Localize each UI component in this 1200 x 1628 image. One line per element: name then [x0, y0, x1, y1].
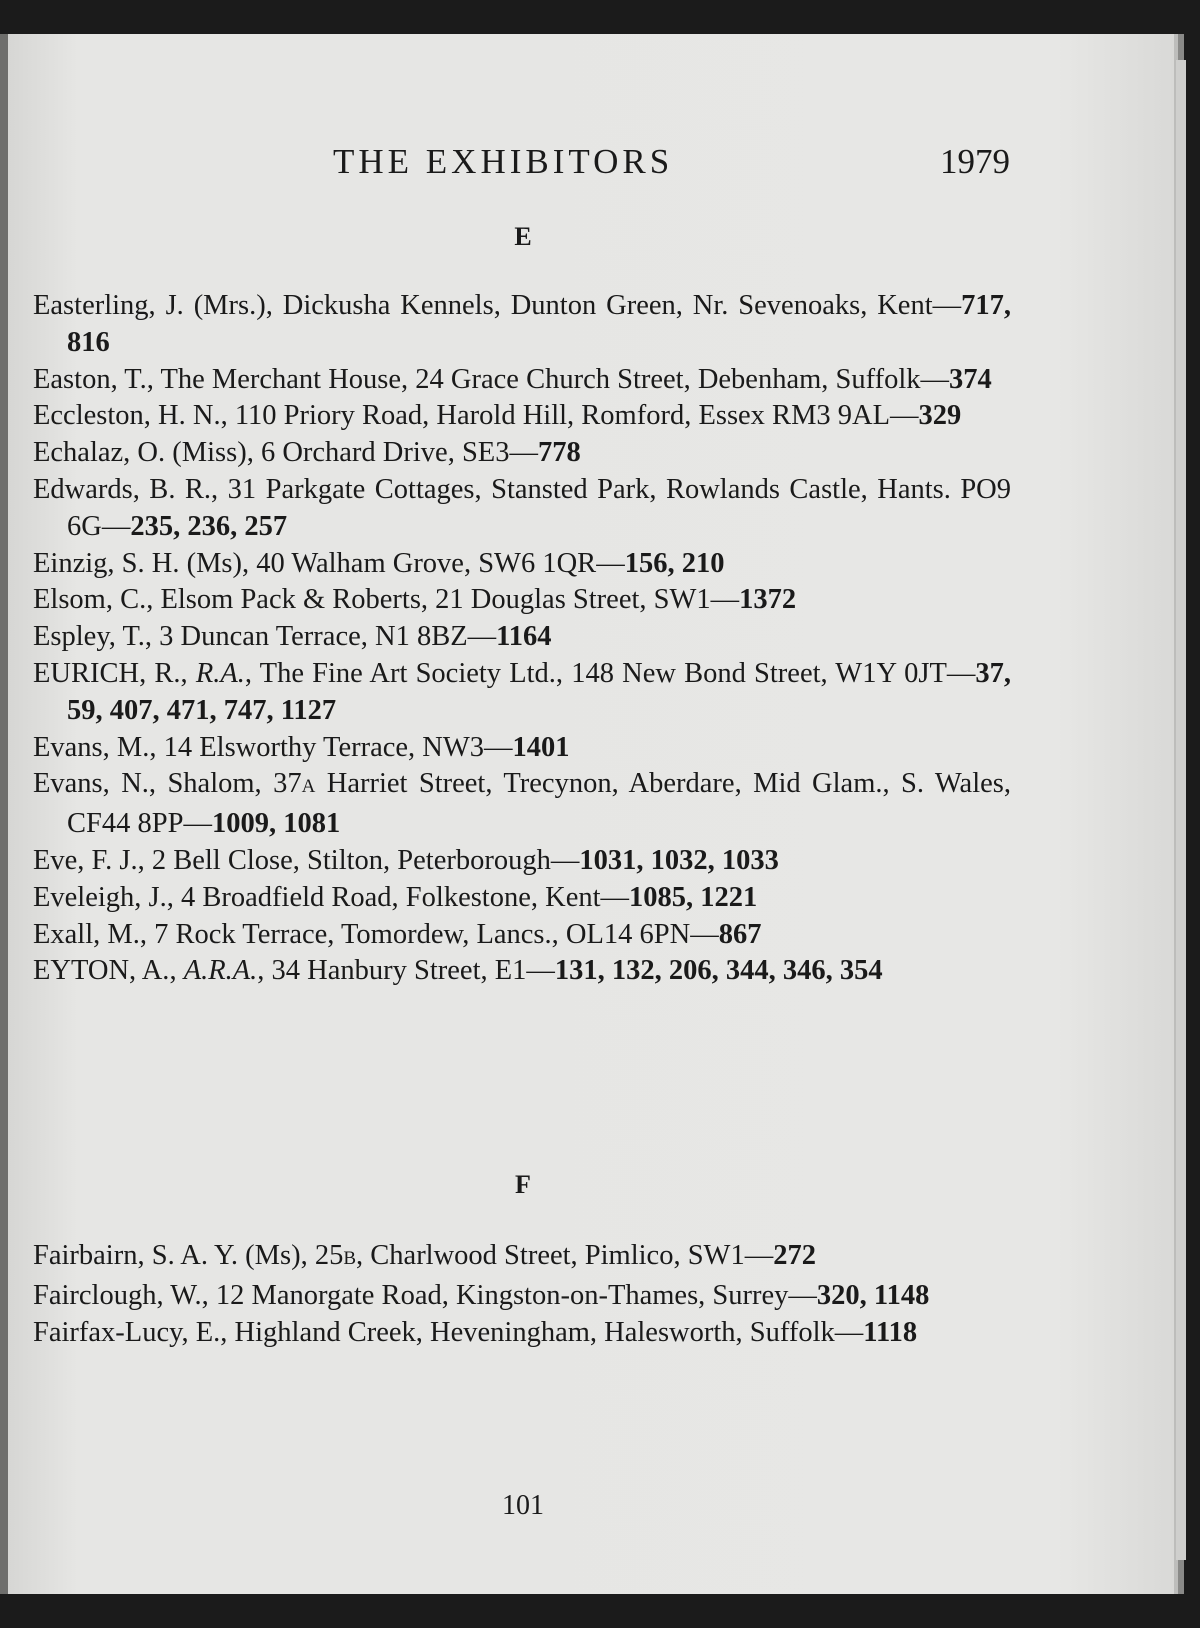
exhibitor-address: , The Fine Art Society Ltd., 148 New Bond Street, W1Y 0JT [244, 657, 947, 689]
exhibitor-entry: Echalaz, O. (Miss), 6 Orchard Drive, SE3—778 [33, 437, 581, 469]
exhibit-numbers: 235, 236, 257 [130, 510, 288, 542]
exhibitor-address: , 7 Rock Terrace, Tomordew, Lancs., OL14 6PN [139, 918, 691, 950]
exhibitor-entry: Evans, N., Shalom, 37A Harriet Street, Trecynon, Aberdare, Mid Glam., S. Wales, CF44 8PP—1009, 1081 [33, 768, 1011, 840]
page-title: THE EXHIBITORS [333, 142, 674, 181]
entry-list-f [33, 1238, 1011, 1351]
exhibitor-name: EURICH, R. [33, 657, 181, 689]
running-head [0, 142, 1200, 186]
exhibitor-name: Edwards, B. R. [33, 473, 212, 505]
exhibitor-entry: Fairfax-Lucy, E., Highland Creek, Heveningham, Halesworth, Suffolk—1118 [33, 1316, 918, 1348]
exhibitor-address: , Charlwood Street, Pimlico, SW1 [356, 1240, 745, 1271]
exhibitor-entry: Eveleigh, J., 4 Broadfield Road, Folkestone, Kent—1085, 1221 [33, 881, 758, 913]
exhibitor-address-part: , Shalom, 37 [148, 768, 302, 800]
exhibit-numbers: 1401 [512, 731, 570, 763]
exhibitor-entry: Fairbairn, S. A. Y. (Ms), 25B, Charlwood Street, Pimlico, SW1—272 [33, 1240, 816, 1271]
exhibit-numbers: 374 [949, 363, 992, 395]
exhibitor-address: , Dickusha Kennels, Dunton Green, Nr. Sevenoaks, Kent [265, 290, 933, 321]
exhibit-numbers: 1164 [496, 621, 552, 653]
exhibitor-entry: EURICH, R., R.A., The Fine Art Society Ltd., 148 New Bond Street, W1Y 0JT—37, 59, 407, 471, 747, 1127 [33, 657, 1012, 726]
exhibitor-name: Exall, M. [33, 918, 140, 950]
exhibitor-entry: Easton, T., The Merchant House, 24 Grace Church Street, Debenham, Suffolk—374 [33, 363, 992, 395]
exhibit-numbers: 1372 [739, 584, 797, 616]
exhibitor-address: , 34 Hanbury Street, E1 [257, 955, 527, 987]
exhibitor-name: Eve, F. J. [33, 844, 138, 876]
exhibit-numbers: 778 [537, 437, 581, 469]
exhibitor-name: Echalaz, O. (Miss) [33, 437, 247, 469]
exhibitor-entry: Elsom, C., Elsom Pack & Roberts, 21 Douglas Street, SW1—1372 [33, 584, 797, 616]
exhibitor-name: Fairclough, W. [33, 1279, 202, 1311]
exhibitor-name: Fairfax-Lucy, E. [33, 1316, 221, 1348]
exhibitor-address-suffix: A [301, 776, 316, 798]
exhibitor-address: , Elsom Pack & Roberts, 21 Douglas Street, SW1 [146, 584, 711, 616]
exhibit-numbers: 156, 210 [624, 547, 725, 579]
exhibitor-entry: Eve, F. J., 2 Bell Close, Stilton, Peterborough—1031, 1032, 1033 [33, 844, 779, 876]
exhibitor-name: Einzig, S. H. (Ms) [33, 547, 242, 579]
exhibitor-entry: Fairclough, W., 12 Manorgate Road, Kingston-on-Thames, Surrey—320, 1148 [33, 1279, 930, 1311]
exhibit-numbers: 1031, 1032, 1033 [579, 844, 779, 876]
exhibitor-entry: Eccleston, H. N., 110 Priory Road, Harold Hill, Romford, Essex RM3 9AL—329 [33, 400, 962, 432]
exhibit-numbers: 131, 132, 206, 344, 346, 354 [554, 955, 883, 987]
exhibitor-name: Evans, N. [33, 768, 149, 800]
exhibitor-name: Easterling, J. (Mrs.) [33, 290, 266, 321]
exhibitor-address: , 12 Manorgate Road, Kingston-on-Thames, Surrey [201, 1279, 789, 1311]
exhibitor-entry: Evans, M., 14 Elsworthy Terrace, NW3—1401 [33, 731, 570, 763]
book-spine [0, 34, 8, 1594]
exhibitor-address: , The Merchant House, 24 Grace Church Street, Debenham, Suffolk [146, 363, 921, 395]
exhibit-numbers: 37, 59, 407, 471, 747, 1127 [67, 657, 1012, 726]
exhibitor-entry: EYTON, A., A.R.A., 34 Hanbury Street, E1—131, 132, 206, 344, 346, 354 [33, 955, 883, 987]
exhibitor-address-suffix: B [343, 1248, 357, 1269]
exhibitor-name: Evans, M. [33, 731, 150, 763]
section-letter-f: F [515, 1170, 531, 1199]
exhibit-numbers: 320, 1148 [816, 1279, 930, 1311]
page-year: 1979 [940, 142, 1010, 181]
exhibit-numbers: 1085, 1221 [629, 881, 758, 913]
exhibitor-entry: Easterling, J. (Mrs.), Dickusha Kennels, Dunton Green, Nr. Sevenoaks, Kent—717, 816 [33, 290, 1011, 358]
entry-list-e [33, 288, 1011, 990]
exhibit-numbers: 867 [718, 918, 762, 950]
exhibitor-address: , 14 Elsworthy Terrace, NW3 [149, 731, 484, 763]
exhibitor-title: A.R.A. [183, 955, 258, 987]
exhibitor-entry: Einzig, S. H. (Ms), 40 Walham Grove, SW6 1QR—156, 210 [33, 547, 725, 579]
exhibitor-name: Eveleigh, J. [33, 881, 167, 913]
exhibitor-entry: Espley, T., 3 Duncan Terrace, N1 8BZ—1164 [33, 621, 552, 653]
exhibitor-entry: Exall, M., 7 Rock Terrace, Tomordew, Lancs., OL14 6PN—867 [33, 918, 762, 950]
exhibitor-name: Fairbairn, S. A. Y. (Ms) [33, 1240, 301, 1271]
exhibit-numbers: 1118 [863, 1316, 918, 1348]
exhibit-numbers: 329 [918, 400, 962, 432]
exhibitor-address: , 2 Bell Close, Stilton, Peterborough [137, 844, 551, 876]
exhibitor-name: Espley, T. [33, 621, 145, 653]
exhibitor-address-part: , 25 [300, 1240, 344, 1271]
exhibitor-address: , 110 Priory Road, Harold Hill, Romford, Essex RM3 9AL [220, 400, 891, 432]
exhibitor-entry: Edwards, B. R., 31 Parkgate Cottages, Stansted Park, Rowlands Castle, Hants. PO9 6G—235, 236, 257 [33, 473, 1011, 542]
exhibit-numbers: 717, 816 [67, 290, 1011, 358]
exhibitor-name: Easton, T. [33, 363, 147, 395]
page-edge [1176, 60, 1186, 1560]
exhibitor-address: , Highland Creek, Heveningham, Halesworth, Suffolk [220, 1316, 835, 1348]
exhibit-numbers: 272 [773, 1240, 816, 1271]
exhibitor-address: , 31 Parkgate Cottages, Stansted Park, Rowlands Castle, Hants. PO9 6G [67, 473, 1011, 542]
exhibitor-address: Harriet Street, Trecynon, Aberdare, Mid Glam., S. Wales, CF44 8PP [67, 768, 1011, 840]
page-number: 101 [502, 1490, 544, 1521]
section-letter-e: E [514, 222, 532, 251]
exhibitor-address: , 3 Duncan Terrace, N1 8BZ [144, 621, 468, 653]
exhibitor-address: , 6 Orchard Drive, SE3 [246, 437, 510, 469]
exhibitor-title: R.A. [195, 657, 245, 689]
exhibitor-name: EYTON, A. [33, 955, 170, 987]
exhibitor-address: , 4 Broadfield Road, Folkestone, Kent [166, 881, 601, 913]
exhibitor-name: Elsom, C. [33, 584, 147, 616]
exhibitor-name: Eccleston, H. N. [33, 400, 221, 432]
exhibit-numbers: 1009, 1081 [211, 808, 341, 840]
exhibitor-address: , 40 Walham Grove, SW6 1QR [242, 547, 597, 579]
